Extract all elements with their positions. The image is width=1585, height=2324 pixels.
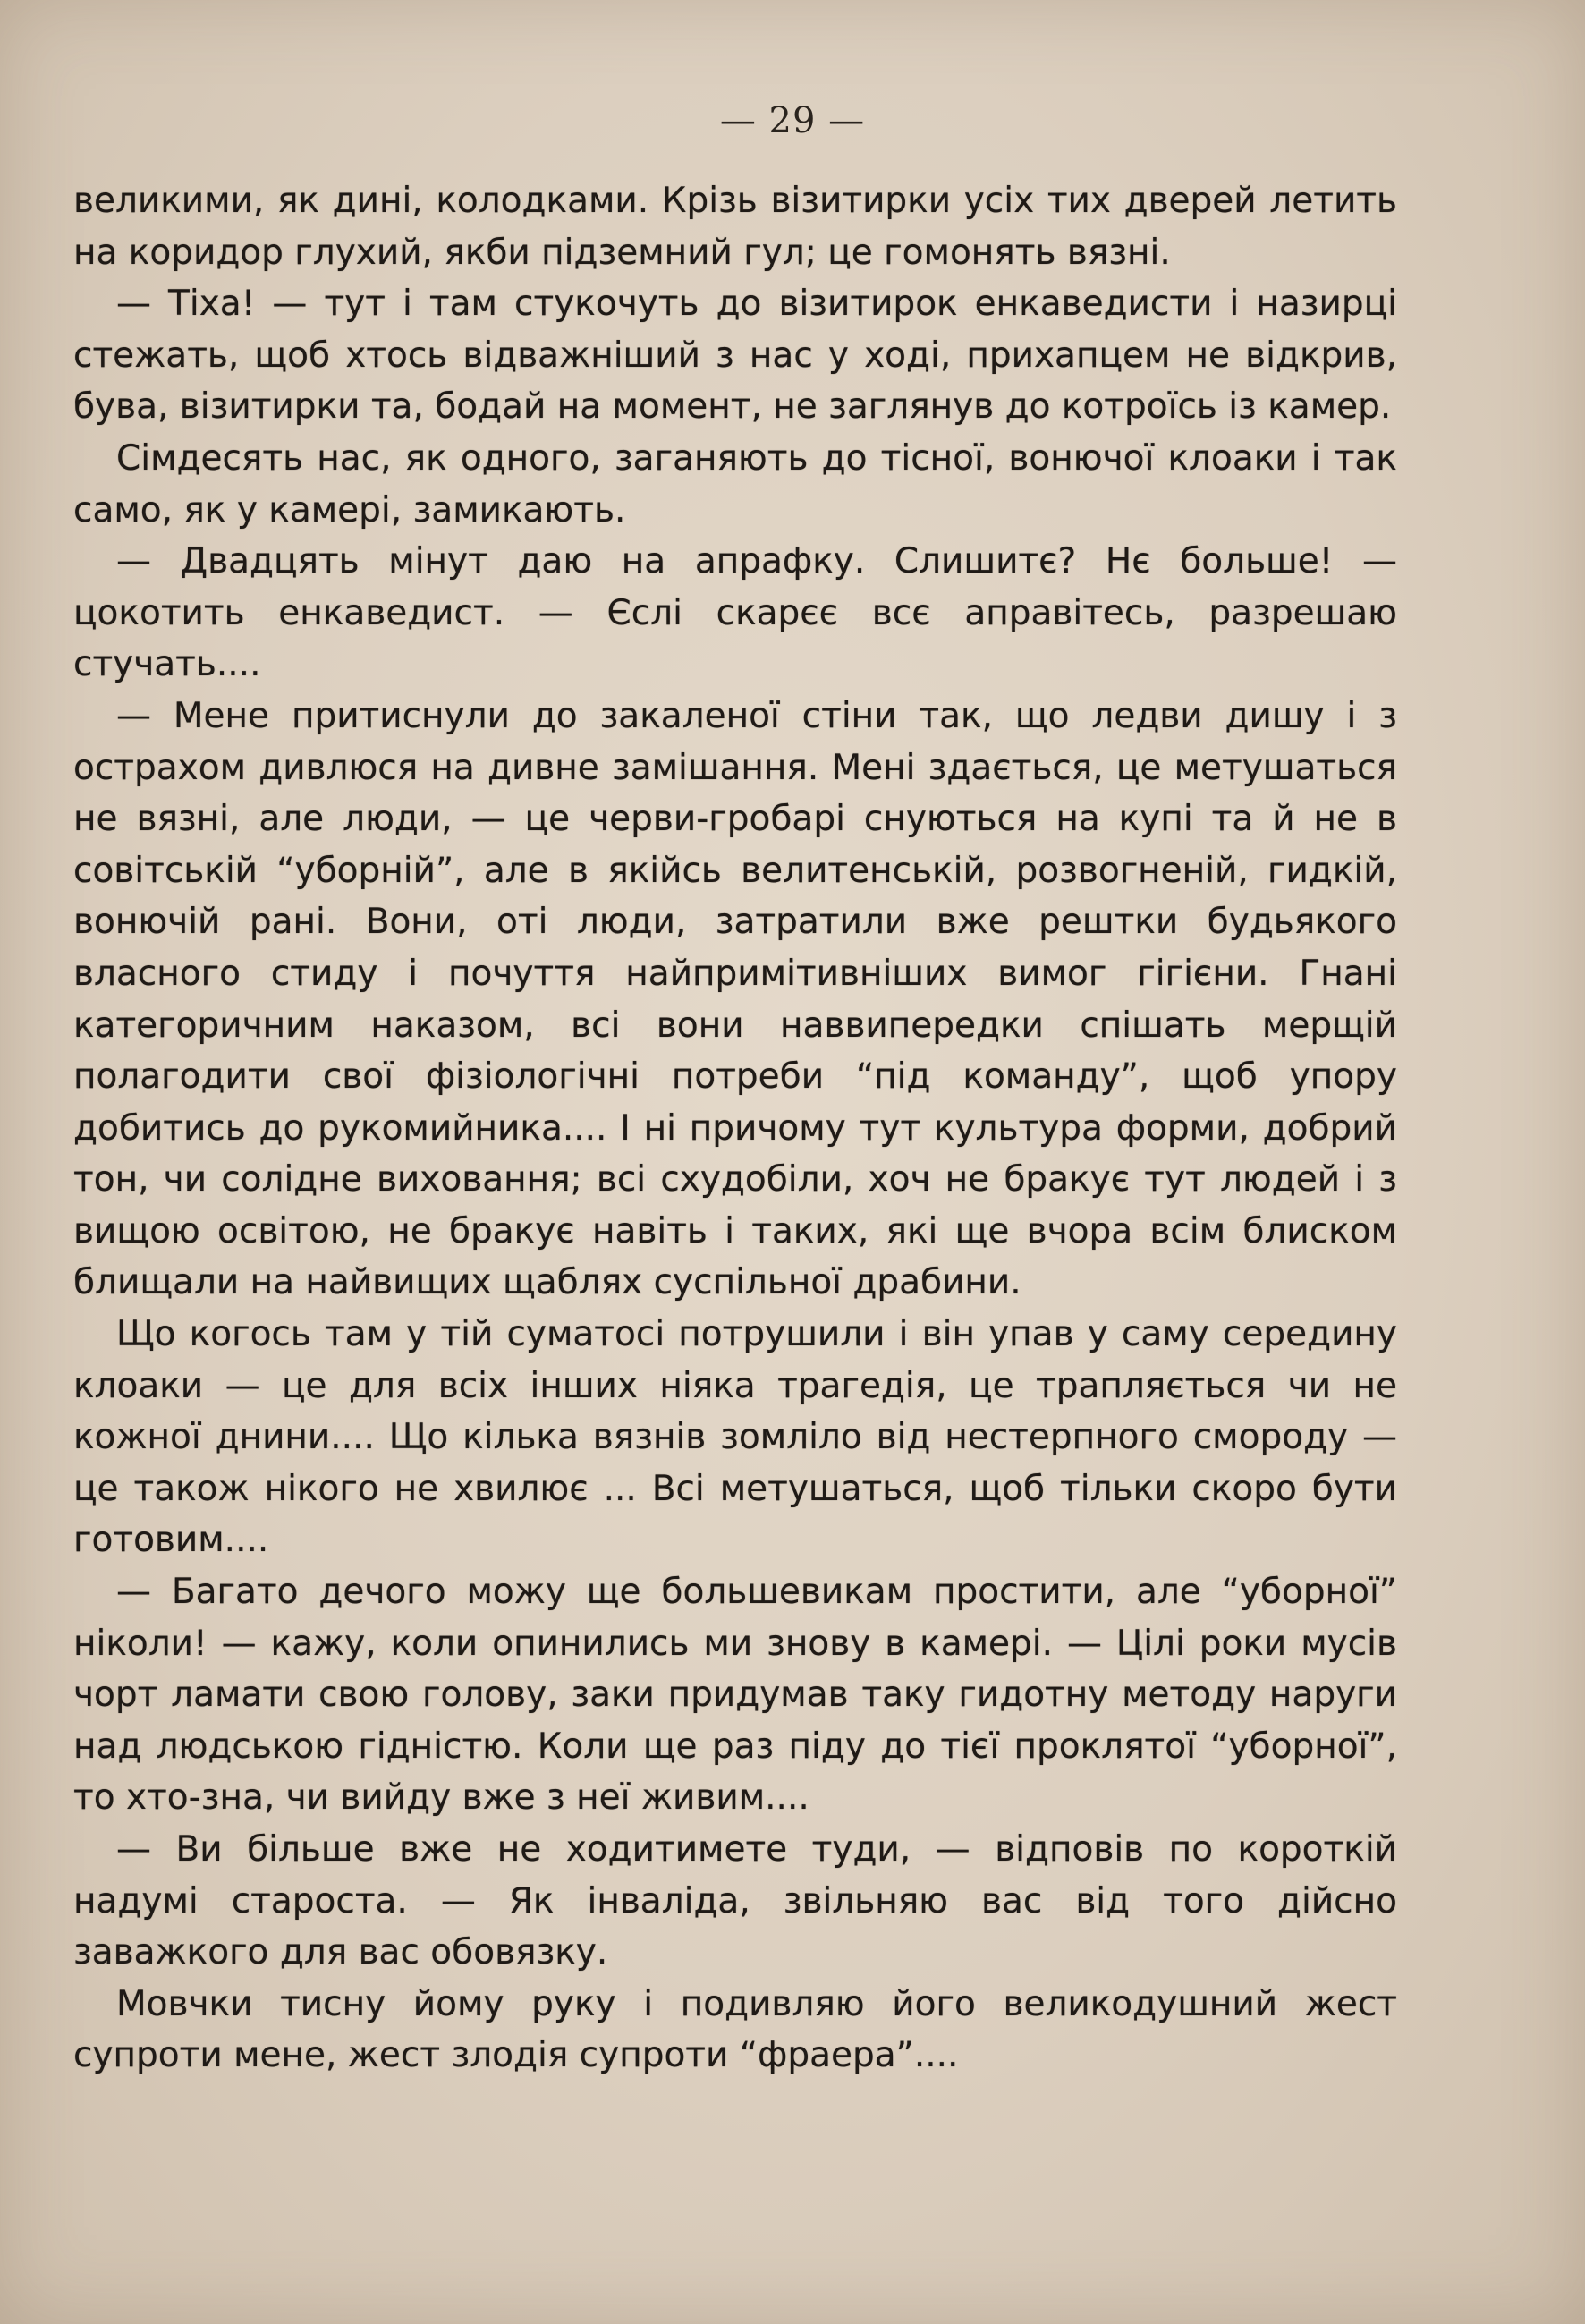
page-text xyxy=(73,175,1397,2082)
paragraph-6: Що когось там у тій суматосі потрушили і він упав у саму середину клоаки — це для всіх інших ніяка трагедія, це трапляється чи не кожної днини.... Що кілька вязнів зомліло від нестерпного смороду — це також нікого не хвилює ... Всі метушаться, щоб тільки скоро бути готовим.... xyxy=(73,1314,1397,1561)
paragraph-2: — Тіха! — тут і там стукочуть до візитирок енкаведисти і назирці стежать, щоб хтось відважніший з нас у ході, прихапцем не відкрив, бува, візитирки та, бодай на момент, не заглянув до котроїсь із камер. xyxy=(73,284,1397,428)
paragraph-4: — Двадцять мінут даю на апрафку. Слишитє? Нє больше! — цокотить енкаведист. — Єслі скарєє всє аправітесь, разрешаю стучать.... xyxy=(73,541,1397,685)
paragraph-1: великими, як дині, колодками. Крізь візитирки усіх тих дверей летить на коридор глухий, якби підземний гул; це гомонять вязні. xyxy=(73,181,1397,273)
paragraph-9: Мовчки тисну йому руку і подивляю його великодушний жест супроти мене, жест злодія супроти “фраера”.... xyxy=(73,1983,1397,2076)
page-number: — 29 — xyxy=(719,100,866,141)
paragraph-5: — Мене притиснули до закаленої стіни так, що ледви дишу і з острахом дивлюся на дивне замішання. Мені здається, це метушаться не вязні, але люди, — це черви-гробарі снуються на купі та й не в совітській “уборній”, але в якійсь велитенській, розвогненій, гидкій, вонючій рані. Вони, оті люди, затратили вже рештки будьякого власного стиду і почуття найпримітивніших вимог гігієни. Гнані категоричним наказом, всі вони наввипередки спішать мерщій полагодити свої фізіологічні потреби “під команду”, щоб упору добитись до рукомийника.... І ні причому тут культура форми, добрий тон, чи солідне виховання; всі схудобіли, хоч не бракує тут людей і з вищою освітою, не бракує навіть і таких, які ще вчора всім блиском блищали на найвищих щаблях суспільної драбини. xyxy=(73,695,1397,1303)
paragraph-7: — Багато дечого можу ще большевикам простити, але “уборної” ніколи! — кажу, коли опинились ми знову в камері. — Цілі роки мусів чорт ламати свою голову, заки придумав таку гидотну методу наруги над людською гідністю. Коли ще раз піду до тієї проклятої “уборної”, то хто-зна, чи вийду вже з неї живим.... xyxy=(73,1572,1397,1819)
paragraph-8: — Ви більше вже не ходитимете туди, — відповів по короткій надумі староста. — Як інваліда, звільняю вас від того дійсно заважкого для вас обовязку. xyxy=(73,1829,1397,1973)
paragraph-3: Сімдесять нас, як одного, заганяють до тісної, вонючої клоаки і так само, як у камері, замикають. xyxy=(73,437,1397,530)
